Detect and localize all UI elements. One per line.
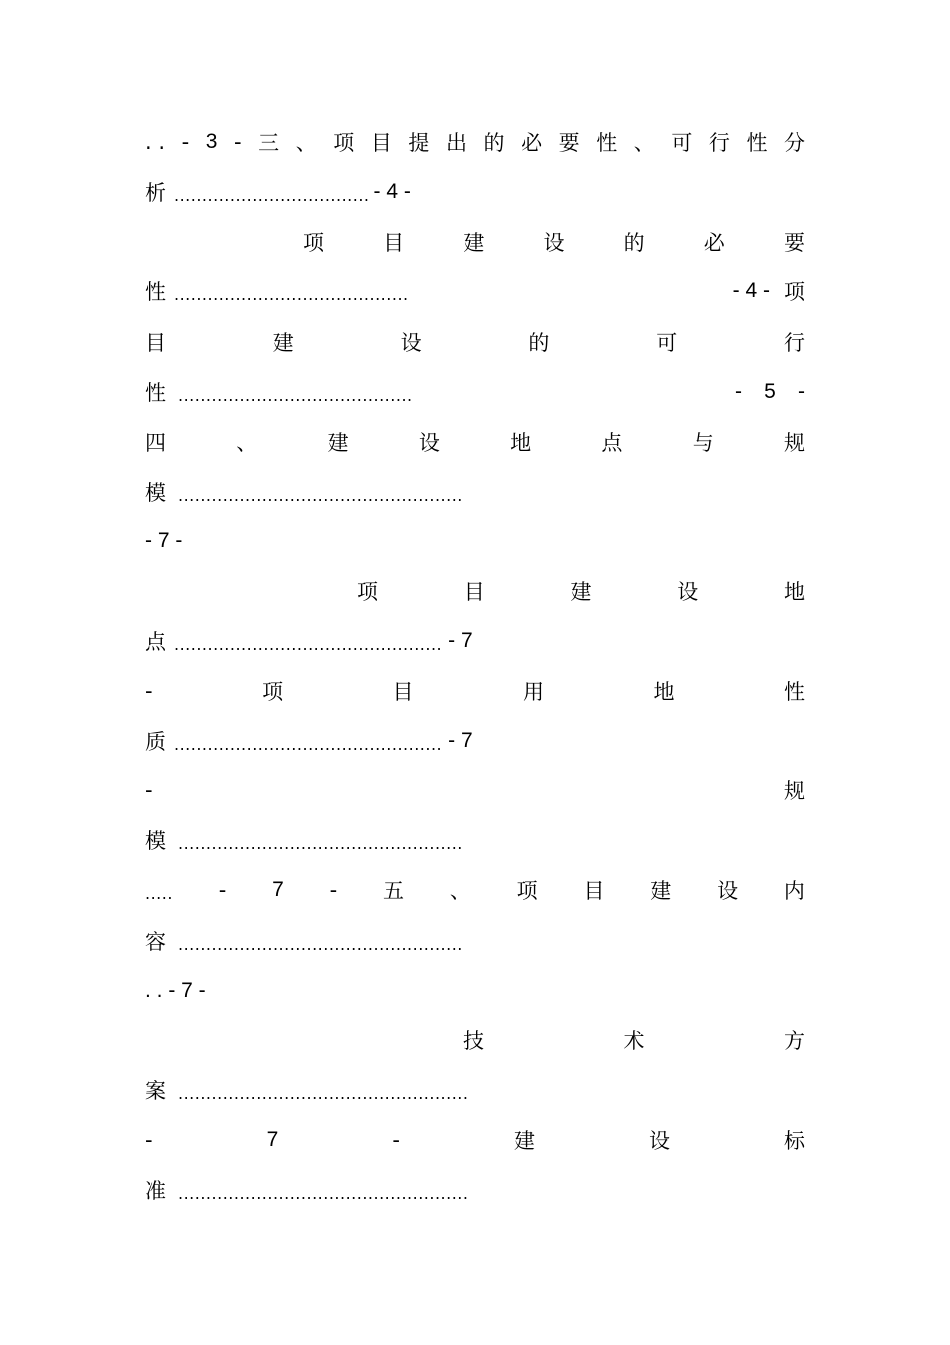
toc-text: 、 — [449, 879, 471, 903]
toc-leader-dots: ................................................... — [178, 934, 463, 954]
toc-text: 规 — [783, 431, 805, 455]
toc-text: 行 — [708, 131, 730, 155]
toc-text: 目 — [370, 131, 392, 155]
toc-page-number: - 7 — [448, 729, 473, 752]
page-digit: 5 — [764, 380, 776, 403]
toc-text: 要 — [558, 131, 580, 155]
toc-text: 模 — [145, 829, 166, 853]
toc-text: 分 — [784, 131, 805, 155]
toc-text: 、 — [295, 131, 317, 155]
toc-text: 目 — [383, 231, 405, 255]
toc-text: - — [181, 130, 190, 154]
toc-text: 方 — [784, 1029, 805, 1053]
toc-text: 建 — [272, 331, 294, 355]
toc-text: 五 — [383, 879, 405, 903]
toc-text: 项 — [357, 580, 378, 604]
toc-line-7 — [145, 427, 805, 457]
toc-text: 的 — [528, 331, 550, 355]
toc-text: 设 — [418, 431, 440, 455]
toc-line-20 — [145, 1075, 805, 1105]
toc-line-14 — [145, 775, 805, 805]
toc-page-number: 3 — [205, 130, 218, 153]
toc-page-number: - 7 - — [145, 529, 183, 552]
toc-line-1 — [145, 127, 805, 157]
toc-text: 的 — [483, 131, 505, 155]
toc-leader-dots: .......................................... — [178, 385, 413, 405]
toc-leader-dots: ................................... — [174, 185, 370, 205]
toc-text: 建 — [650, 879, 672, 903]
toc-line-16 — [145, 875, 805, 905]
toc-text: 点 — [601, 431, 623, 455]
toc-text: 地 — [510, 431, 532, 455]
toc-text: 案 — [145, 1079, 166, 1103]
toc-text: 建 — [463, 231, 485, 255]
toc-text: 地 — [653, 680, 675, 704]
toc-page-number: - 7 — [448, 629, 473, 652]
toc-text: 项 — [303, 231, 324, 255]
toc-text: - — [392, 1128, 400, 1152]
toc-text: 要 — [783, 231, 805, 255]
toc-text: 设 — [648, 1129, 670, 1153]
toc-text: 析 — [145, 181, 166, 205]
toc-page-number: . . - 7 - — [145, 979, 206, 1002]
toc-text: 性 — [784, 680, 805, 704]
toc-text: 设 — [543, 231, 565, 255]
toc-line-6 — [145, 377, 805, 407]
toc-text: 质 — [145, 730, 166, 754]
toc-text: 可 — [671, 131, 693, 155]
toc-text: 准 — [145, 1179, 166, 1203]
toc-text: 目 — [463, 580, 485, 604]
toc-text: 规 — [784, 779, 805, 803]
toc-line-22 — [145, 1175, 805, 1205]
toc-text: 目 — [392, 680, 414, 704]
toc-text: 建 — [327, 431, 349, 455]
toc-leader-dots: ................................................ — [174, 634, 443, 654]
toc-text: 的 — [623, 231, 645, 255]
toc-text: 性 — [145, 280, 166, 304]
toc-text: 必 — [521, 131, 543, 155]
toc-page-number: - 4 - — [732, 279, 770, 302]
toc-text: 提 — [408, 131, 430, 155]
toc-leader-dots: ................................................... — [178, 485, 463, 505]
toc-leader-dots: .................................................... — [178, 1083, 469, 1103]
toc-text: 行 — [783, 331, 805, 355]
page-dash: - — [735, 380, 742, 403]
toc-text: - — [145, 778, 153, 802]
toc-text: 目 — [583, 879, 605, 903]
toc-text: 设 — [400, 331, 422, 355]
toc-text: 设 — [677, 580, 699, 604]
toc-text: . . — [145, 130, 166, 154]
toc-line-13 — [145, 726, 805, 756]
toc-text: - — [145, 1128, 153, 1152]
toc-line-19 — [463, 1025, 805, 1055]
toc-text: 内 — [783, 879, 805, 903]
toc-text: - — [329, 878, 338, 902]
toc-leader-dots: .......................................... — [174, 284, 409, 304]
toc-leader-dots: ................................................... — [178, 833, 463, 853]
toc-text: - — [218, 878, 227, 902]
toc-line-11 — [145, 626, 805, 656]
toc-text: 用 — [523, 680, 545, 704]
toc-text: 三 — [258, 131, 280, 155]
toc-text: 项 — [516, 879, 538, 903]
page-dash: - — [798, 380, 805, 403]
toc-text: 可 — [656, 331, 678, 355]
toc-text: 必 — [703, 231, 725, 255]
toc-text: 建 — [570, 580, 592, 604]
toc-text: - — [145, 679, 153, 703]
toc-page-number — [735, 380, 805, 404]
toc-text: 地 — [784, 580, 805, 604]
toc-page-number: - 4 - — [373, 180, 411, 203]
toc-text: 点 — [145, 630, 166, 654]
toc-leader-dots: .................................................... — [178, 1183, 469, 1203]
toc-text: 四 — [145, 431, 166, 455]
toc-line-3 — [303, 227, 805, 257]
toc-text: - — [233, 130, 242, 154]
toc-line-4 — [145, 276, 805, 306]
toc-text: 出 — [445, 131, 467, 155]
toc-text: 标 — [784, 1129, 805, 1153]
toc-text: 项 — [262, 680, 284, 704]
toc-page-number: 7 — [266, 1128, 279, 1151]
toc-line-15 — [145, 825, 805, 855]
toc-text: 术 — [623, 1029, 645, 1053]
toc-line-8 — [145, 477, 805, 507]
toc-text: 设 — [717, 879, 739, 903]
toc-line-18 — [145, 976, 805, 1006]
toc-text: 模 — [145, 481, 166, 505]
toc-text: 项 — [784, 280, 805, 304]
toc-text: 建 — [513, 1129, 535, 1153]
toc-page-number: 7 — [272, 878, 284, 901]
toc-text: 目 — [145, 331, 166, 355]
toc-leader-dots: ..... — [145, 883, 173, 903]
toc-line-5 — [145, 327, 805, 357]
toc-line-12 — [145, 676, 805, 706]
toc-text: 性 — [596, 131, 618, 155]
toc-text: 、 — [633, 131, 655, 155]
toc-text: 性 — [746, 131, 768, 155]
toc-line-21 — [145, 1125, 805, 1155]
toc-text: 性 — [145, 381, 166, 405]
toc-line-2 — [145, 177, 805, 207]
toc-line-10 — [357, 576, 805, 606]
toc-text: 技 — [463, 1029, 484, 1053]
toc-text: 容 — [145, 930, 166, 954]
toc-text: 、 — [236, 431, 258, 455]
toc-text: 与 — [692, 431, 714, 455]
toc-line-9 — [145, 526, 805, 556]
toc-line-17 — [145, 926, 805, 956]
toc-text: 项 — [333, 131, 355, 155]
toc-leader-dots: ................................................ — [174, 734, 443, 754]
